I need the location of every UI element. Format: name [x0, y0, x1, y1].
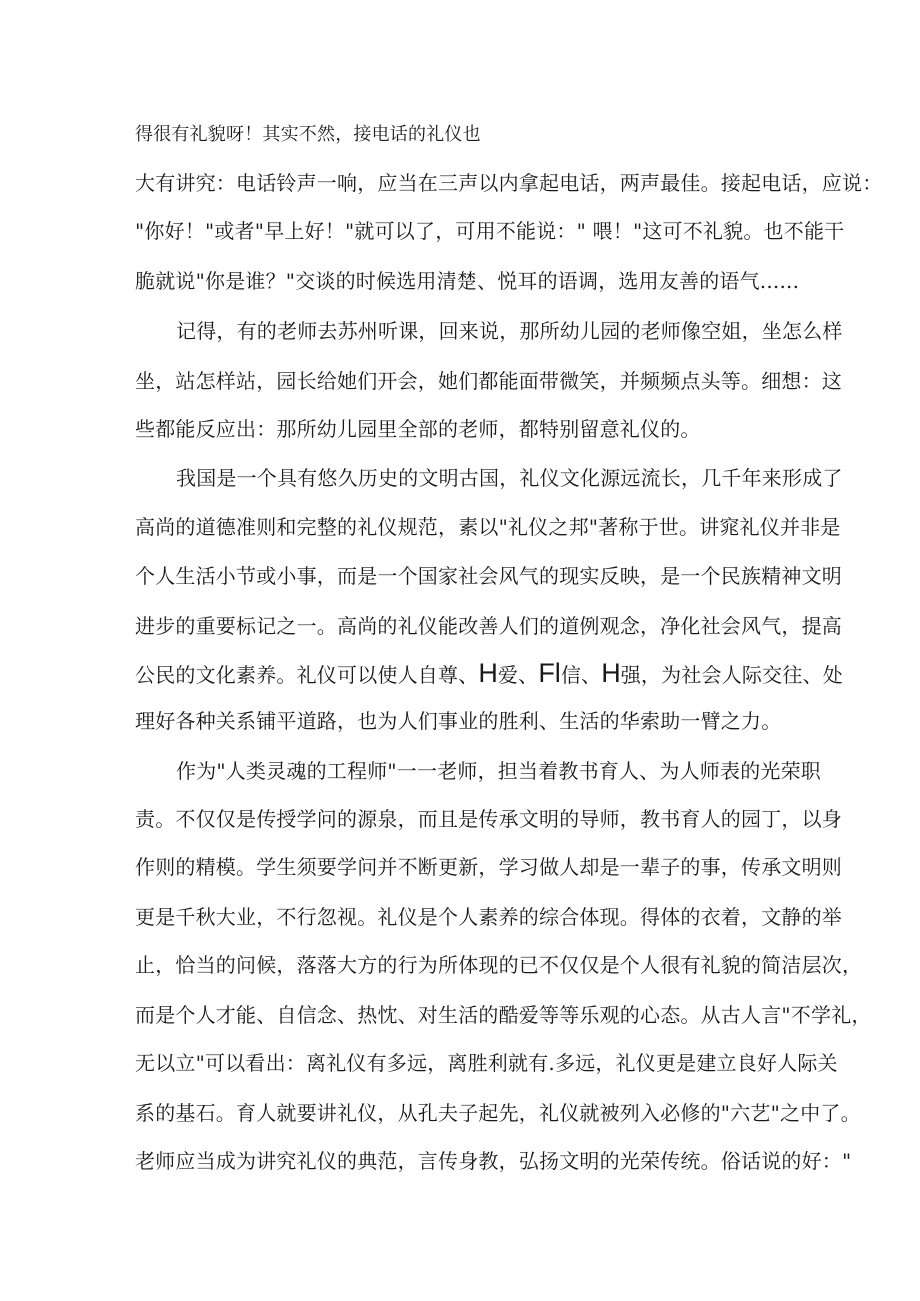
anomalous-glyph-2: Fl	[538, 658, 561, 688]
text-line-12-part-2: 爱、	[497, 663, 539, 687]
text-line-22: 老师应当成为讲究礼仪的典范，言传身教，弘扬文明的光荣传统。俗话说的好："	[135, 1149, 852, 1173]
text-line-20: 无以立"可以看出：离礼仪有多远，离胜利就有.多远，礼仪更是建立良好人际关	[135, 1051, 838, 1075]
text-line-12-part-4: 强，为社会人际交往、处	[620, 663, 843, 687]
text-line-13: 理好各种关系铺平道路，也为人们事业的胜利、生活的华索助一臂之力。	[135, 709, 782, 733]
text-line-9: 高尚的道德准则和完整的礼仪规范，素以"礼仪之邦"著称于世。讲窕礼仪并非是	[135, 515, 841, 539]
text-line-12-part-1: 公民的文化素养。礼仪可以使人自尊、	[135, 663, 479, 687]
text-line-10: 个人生活小节或小事，而是一个国家社会风气的现实反映，是一个民族精神文明	[135, 564, 842, 588]
text-line-14: 作为"人类灵魂的工程师"一一老师，担当着教书育人、为人师表的光荣职	[176, 759, 821, 783]
text-line-8: 我国是一个具有悠久历史的文明古国，礼仪文化源远流长，几千年来形成了	[176, 466, 843, 490]
text-line-4: 脆就说"你是谁？"交谈的时候选用清楚、悦耳的语调，选用友善的语气......	[135, 269, 800, 293]
anomalous-glyph-1: H	[478, 658, 498, 688]
text-line-16: 作则的精模。学生须要学问并不断更新，学习做人却是一辈子的事，传承文明则	[135, 855, 842, 879]
text-line-6: 坐，站怎样站，园长给她们开会，她们都能面带微笑，并频频点头等。细想：这	[135, 369, 842, 393]
text-line-5: 记得，有的老师去苏州听课，回来说，那所幼儿园的老师像空姐，坐怎么样	[176, 319, 843, 343]
text-line-15: 责。不仅仅是传授学问的源泉，而且是传承文明的导师，教书育人的园丁，以身	[135, 807, 842, 831]
text-line-1: 得很有礼貌呀！其实不然，接电话的礼仪也	[135, 124, 481, 145]
text-line-12-part-3: 信、	[560, 663, 602, 687]
anomalous-glyph-3: H	[601, 658, 621, 688]
text-line-19: 而是个人才能、自信念、热忱、对生活的酷爱等等乐观的心态。从古人言"不学礼，	[135, 1003, 872, 1027]
text-line-2: 大有讲究：电话铃声一响，应当在三声以内拿起电话，两声最佳。接起电话，应说：	[135, 171, 883, 195]
text-line-18: 止，恰当的问候，落落大方的行为所体现的已不仅仅是个人很有礼貌的简洁层次，	[135, 953, 863, 977]
text-line-7: 些都能反应出：那所幼儿园里全部的老师，都特别留意礼仪的。	[135, 417, 701, 441]
text-line-12	[135, 660, 843, 688]
text-line-21: 系的基石。育人就要讲礼仪，从孔夫子起先，礼仪就被列入必修的"六艺"之中了。	[135, 1101, 861, 1125]
text-line-17: 更是千秋大业，不行忽视。礼仪是个人素养的综合体现。得体的衣着，文静的举	[135, 905, 842, 929]
text-line-3: "你好！"或者"早上好！"就可以了，可用不能说：" 喂！"这可不礼貌。也不能干	[135, 219, 845, 243]
text-line-11: 进步的重要标记之一。高尚的礼仪能改善人们的道例观念，净化社会风气，提高	[135, 614, 842, 638]
